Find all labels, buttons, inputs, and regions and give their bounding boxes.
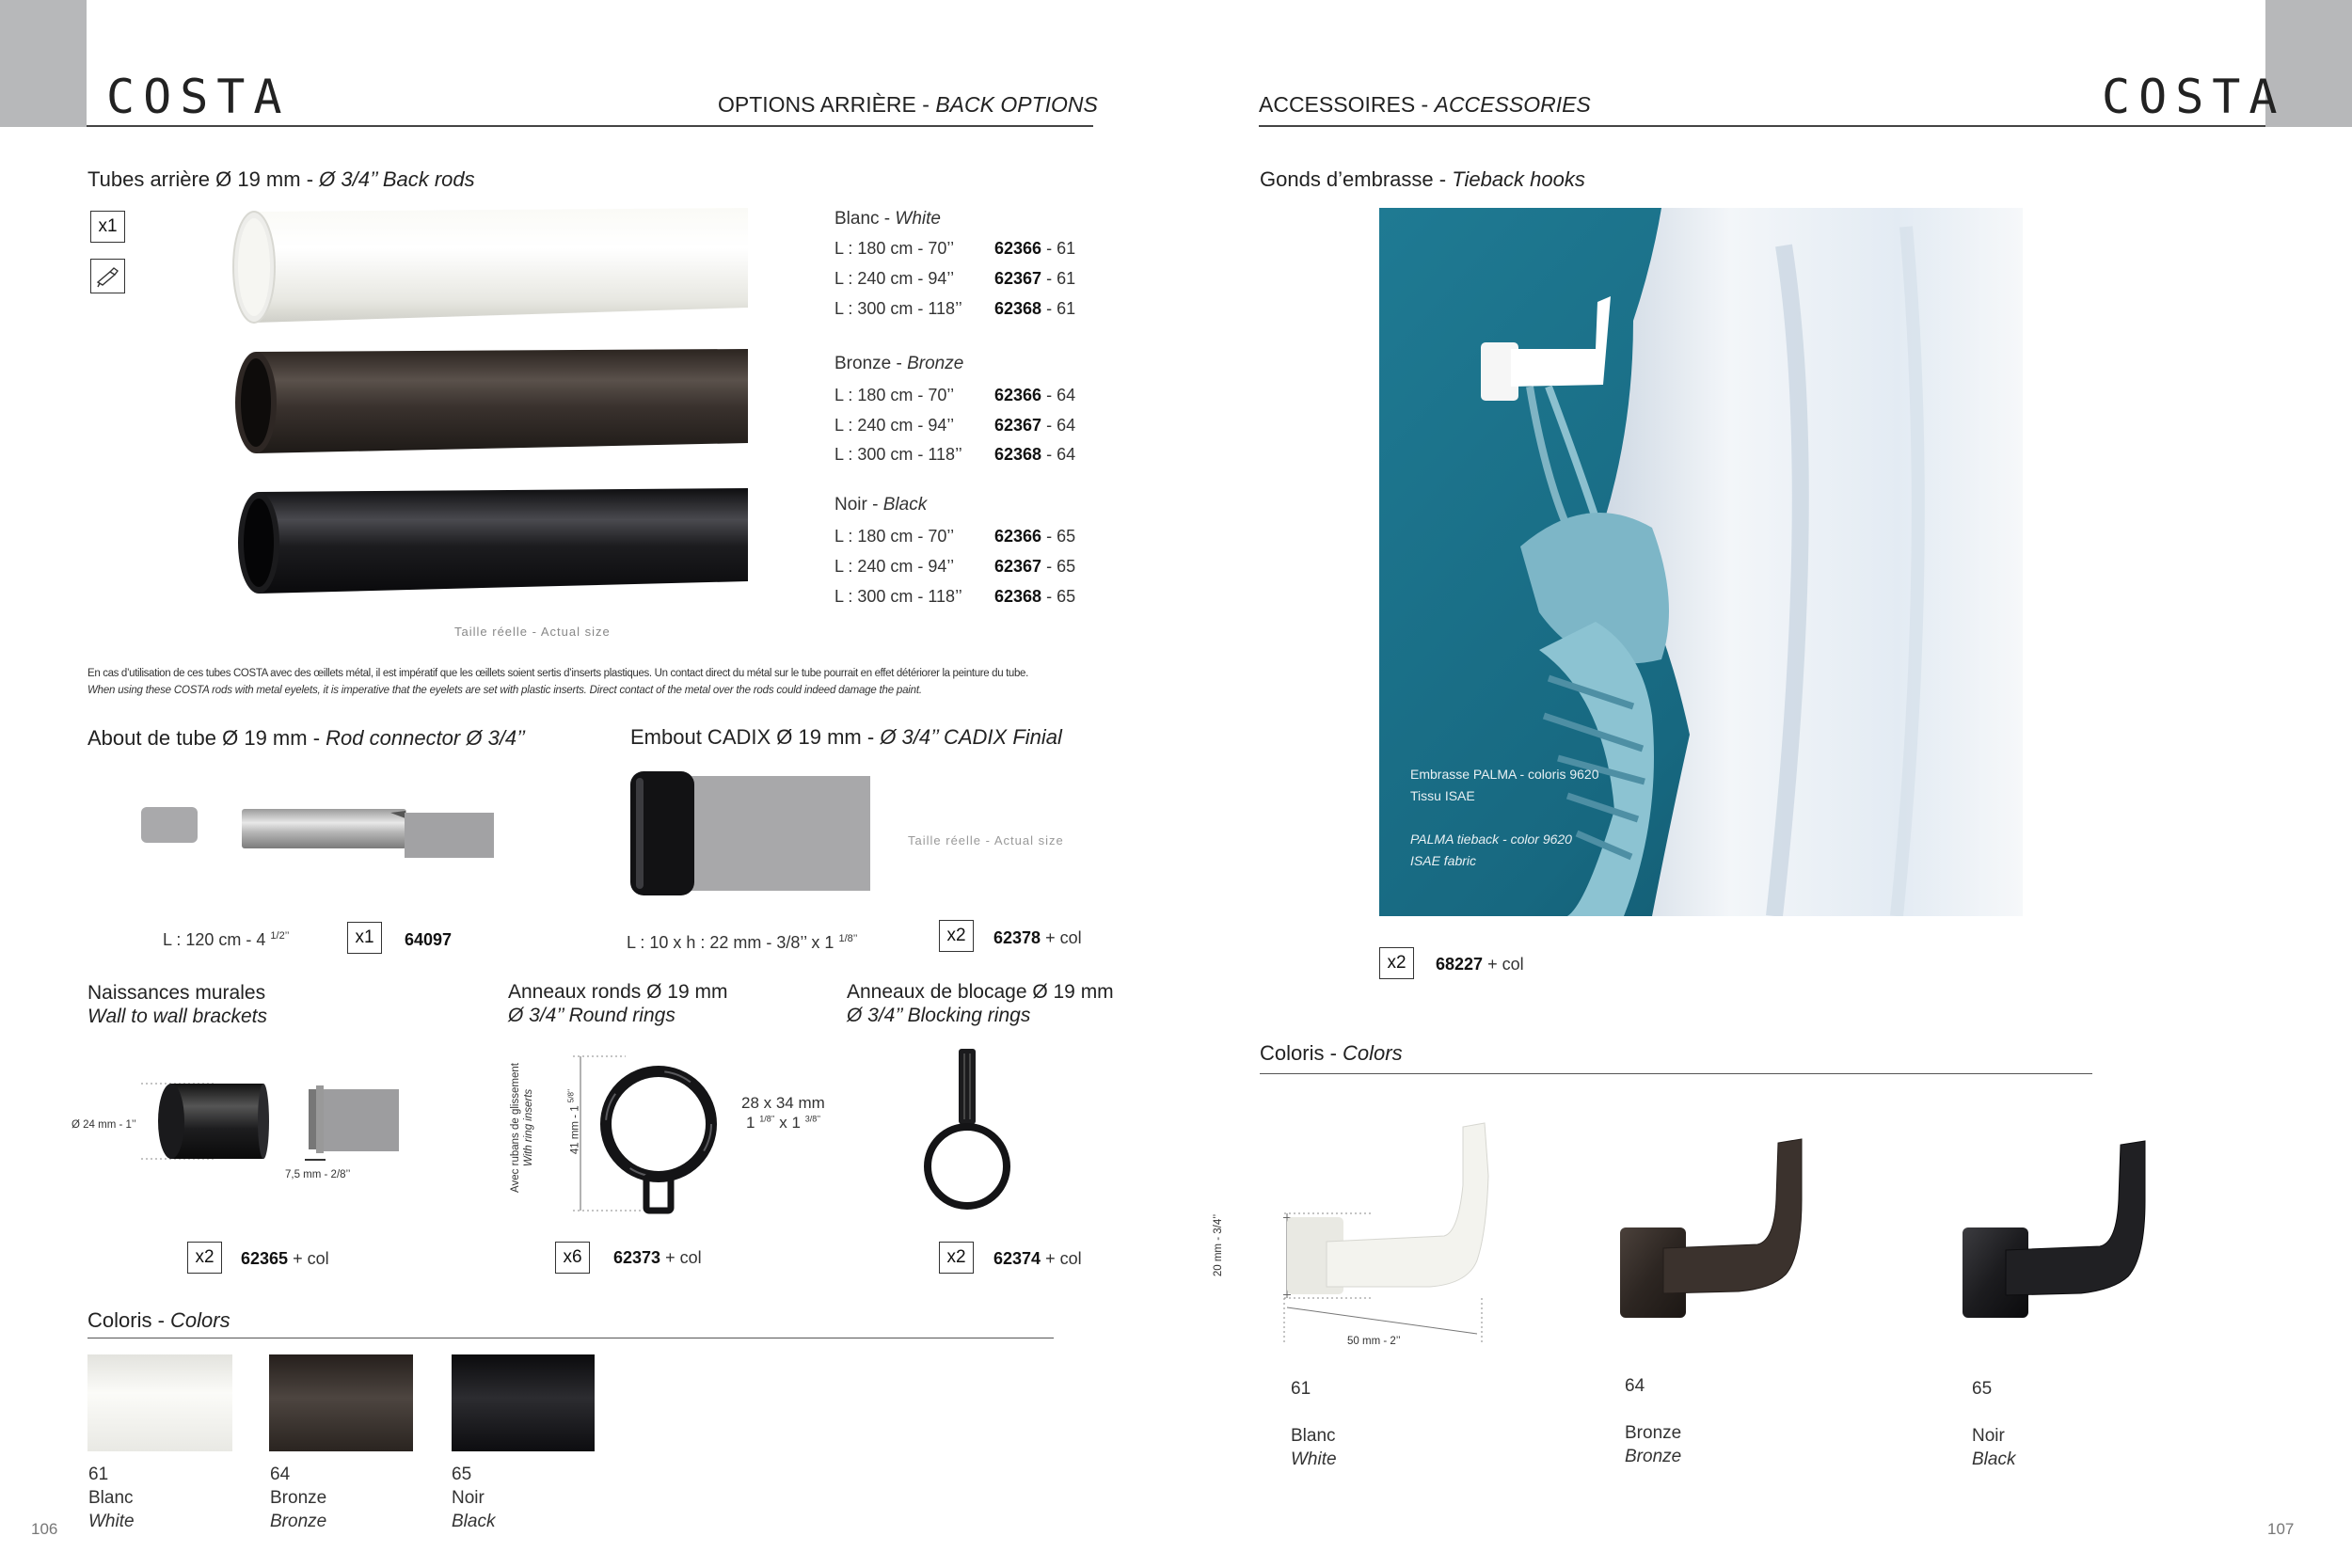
swatch-label-white: 61 Blanc White	[88, 1465, 135, 1531]
rods-illustration	[216, 202, 753, 616]
bracket-width: 7,5 mm - 2/8’’	[285, 1169, 351, 1180]
right-header-rule	[1259, 125, 2265, 127]
blocking-rings-title-en: Ø 3/4’’ Blocking rings	[847, 1005, 1031, 1026]
rod-length: L : 300 cm - 118’’	[834, 587, 962, 606]
round-rings-size-inch: 1 $^{1/8’’}$ x 1 $^{3/8’’}$	[746, 1114, 821, 1132]
colors-left-title: Coloris - Colors	[87, 1308, 230, 1332]
blocking-rings-qty-box: x2	[939, 1242, 974, 1274]
brackets-title-fr: Naissances murales	[87, 982, 266, 1004]
bracket-image	[141, 1072, 414, 1176]
hook-dim-width: 50 mm - 2’’	[1347, 1336, 1401, 1347]
swatch-white	[87, 1354, 232, 1451]
rod-length: L : 300 cm - 118’’	[834, 299, 962, 318]
connector-code: 64097	[405, 930, 453, 949]
rod-length: L : 180 cm - 70’’	[834, 527, 955, 546]
round-rings-title-en: Ø 3/4’’ Round rings	[508, 1005, 675, 1026]
rod-length: L : 300 cm - 118’’	[834, 445, 962, 464]
brackets-code: 62365 + col	[241, 1249, 329, 1268]
hook-label-white: 61 Blanc White	[1291, 1379, 1337, 1469]
rod-length: L : 240 cm - 94’’	[834, 269, 955, 288]
page-number-right: 107	[2267, 1520, 2295, 1538]
hook-black-image	[1959, 1133, 2175, 1331]
round-rings-height: 41 mm - 1 $^{5/8’’}$	[566, 1088, 581, 1155]
colors-right-rule	[1260, 1073, 2092, 1074]
blocking-rings-title-fr: Anneaux de blocage Ø 19 mm	[847, 981, 1114, 1003]
back-rods-title: Tubes arrière Ø 19 mm - Ø 3/4’’ Back rods	[87, 167, 475, 191]
right-page-title: ACCESSOIRES - ACCESSORIES	[1259, 92, 1591, 117]
finial-code: 62378 + col	[993, 928, 1082, 947]
round-ring-image	[566, 1049, 729, 1218]
hook-label-black: 65 Noir Black	[1972, 1379, 2016, 1469]
rod-connector-image	[136, 800, 499, 870]
round-rings-side-label: Avec rubans de glissement With ring inserts	[510, 1063, 534, 1193]
swatch-label-bronze: 64 Bronze Bronze	[270, 1465, 327, 1531]
bronze-rod	[235, 349, 748, 453]
colors-right-title: Coloris - Colors	[1260, 1041, 1403, 1065]
brand-left: COSTA	[106, 70, 291, 124]
hook-bronze-image	[1616, 1133, 1833, 1331]
blocking-rings-code: 62374 + col	[993, 1249, 1082, 1268]
swatch-bronze	[269, 1354, 413, 1451]
round-rings-code: 62373 + col	[613, 1248, 702, 1267]
tieback-code: 68227 + col	[1436, 955, 1524, 974]
hook-white-image	[1270, 1119, 1496, 1364]
rod-length: L : 240 cm - 94’’	[834, 416, 955, 435]
rods-note-en: When using these COSTA rods with metal eyelets, it is imperative that the eyelets are set with plastic inserts. Direct contact of the metal over the rods could indeed damage the paint.	[87, 685, 922, 696]
black-rod	[238, 488, 748, 594]
swatch-black	[452, 1354, 595, 1451]
rod-length: L : 240 cm - 94’’	[834, 557, 955, 576]
tieback-title: Gonds d’embrasse - Tieback hooks	[1260, 167, 1585, 191]
hook-label-bronze: 64 Bronze Bronze	[1625, 1376, 1682, 1466]
rod-length: L : 180 cm - 70’’	[834, 239, 955, 258]
wrench-icon	[90, 259, 125, 293]
page-number-left: 106	[31, 1520, 58, 1538]
brand-right: COSTA	[2102, 70, 2286, 124]
rods-actual-size: Taille réelle - Actual size	[454, 625, 611, 639]
cadix-finial-title: Embout CADIX Ø 19 mm - Ø 3/4’’ CADIX Finial	[630, 725, 1062, 749]
brackets-title-en: Wall to wall brackets	[87, 1006, 268, 1027]
cadix-finial-image	[621, 767, 875, 898]
finial-dimension: L : 10 x h : 22 mm - 3/8’’ x 1 $^{1/8’’}$	[627, 933, 858, 952]
tieback-caption: Embrasse PALMA - coloris 9620 Tissu ISAE PALMA tieback - color 9620 ISAE fabric	[1410, 767, 1599, 868]
tieback-qty-box: x2	[1379, 947, 1414, 979]
brackets-qty-box: x2	[187, 1242, 222, 1274]
swatch-label-black: 65 Noir Black	[452, 1465, 496, 1531]
connector-qty-box: x1	[347, 922, 382, 954]
round-rings-qty-box: x6	[555, 1242, 590, 1274]
connector-dimension: L : 120 cm - 4 $^{1/2’’}$	[163, 930, 290, 949]
bracket-diameter: Ø 24 mm - 1’’	[72, 1119, 136, 1131]
rod-connector-title: About de tube Ø 19 mm - Rod connector Ø 3/4’’	[87, 726, 526, 750]
rod-length: L : 180 cm - 70’’	[834, 386, 955, 404]
finial-actual-size: Taille réelle - Actual size	[908, 833, 1064, 847]
white-rod	[233, 208, 748, 323]
hook-dim-height: 20 mm - 3/4’’	[1213, 1213, 1225, 1277]
finial-qty-box: x2	[939, 920, 974, 952]
rods-note-fr: En cas d’utilisation de ces tubes COSTA avec des œillets métal, il est impératif que les œillets soient sertis d’inserts plastiques. Un contact direct du métal sur le tube pourrait en effet détériorer la peinture du tube.	[87, 668, 1028, 679]
round-rings-title-fr: Anneaux ronds Ø 19 mm	[508, 981, 728, 1003]
left-page-title: OPTIONS ARRIÈRE - BACK OPTIONS	[718, 92, 1098, 117]
left-gray-tab	[0, 0, 87, 127]
left-header-rule	[87, 125, 1093, 127]
blocking-ring-image	[920, 1044, 1014, 1223]
rods-qty-box: x1	[90, 211, 125, 243]
round-rings-size: 28 x 34 mm	[741, 1094, 825, 1112]
